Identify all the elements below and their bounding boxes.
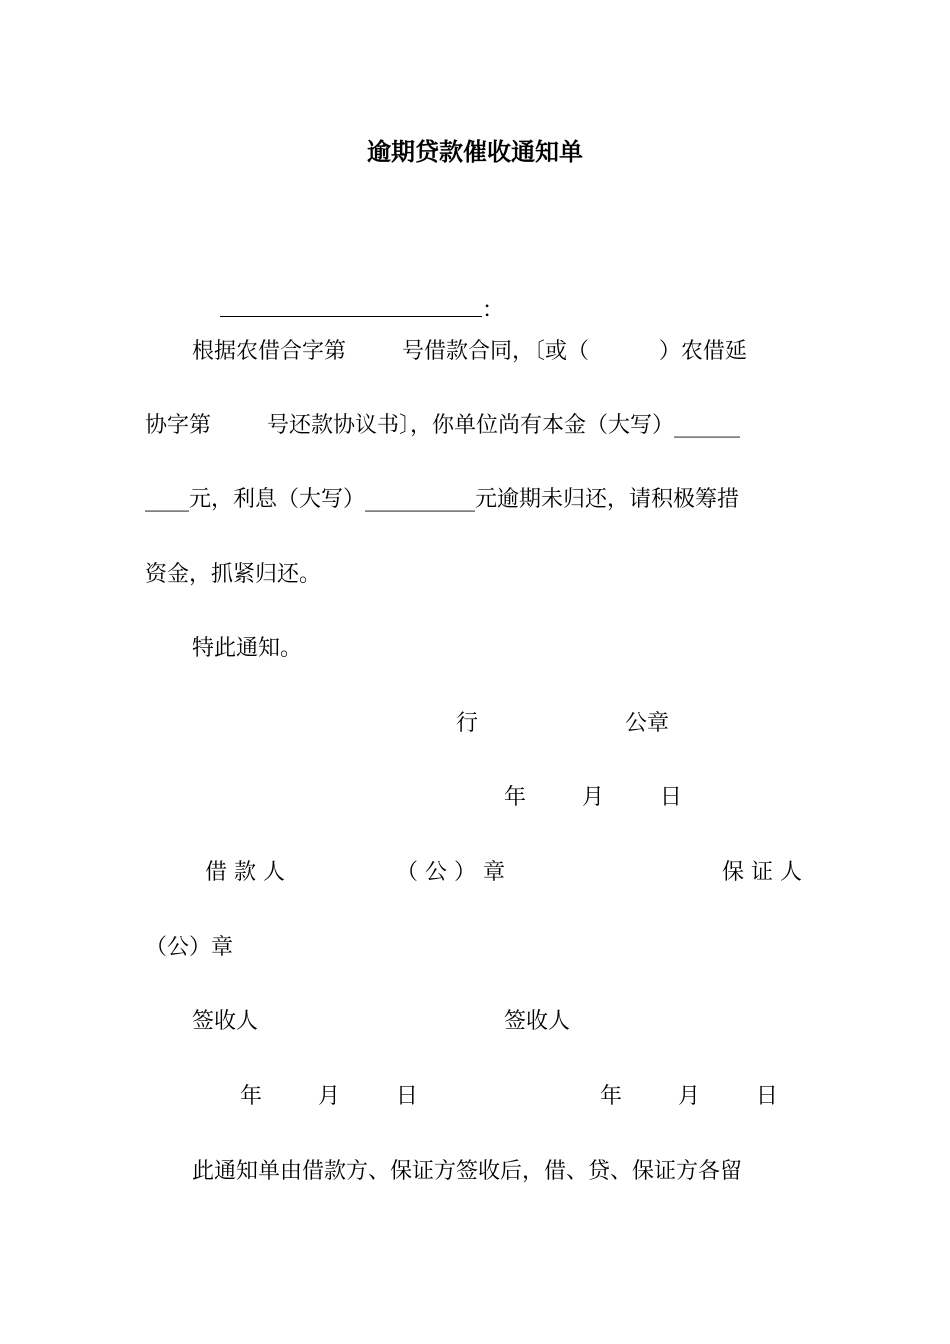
date-right: 年 月 日 xyxy=(600,1084,778,1109)
bank-seal: 公章 xyxy=(625,711,670,736)
borrower-seal: （ 公 ） 章 xyxy=(396,860,505,885)
paragraph-line-3 xyxy=(145,485,739,515)
paragraph-line-3-text: ____元，利息（大写） xyxy=(145,487,366,512)
date-left: 年 月 日 xyxy=(240,1084,418,1109)
notice-text: 特此通知。 xyxy=(192,636,303,661)
document-title: 逾期贷款催收通知单 xyxy=(367,137,583,166)
sign-right: 签收人 xyxy=(504,1009,571,1034)
paragraph-line-1: 根据农借合字第 号借款合同，〔或（ ）农借延 xyxy=(192,339,747,364)
footer-line: 此通知单由借款方、保证方签收后，借、贷、保证方各留 xyxy=(192,1159,743,1184)
interest-blank: __________ xyxy=(365,487,476,512)
guarantor-label: 保 证 人 xyxy=(722,860,802,885)
bank-date: 年 月 日 xyxy=(504,785,682,810)
paragraph-line-2-text: 协字第 号还款协议书〕，你单位尚有本金（大写） xyxy=(145,413,674,438)
paragraph-line-3-end: 元逾期未归还，请积极筹措 xyxy=(475,487,740,512)
borrower-label: 借 款 人 xyxy=(205,860,285,885)
paragraph-line-4: 资金，抓紧归还。 xyxy=(145,562,322,587)
addressee-blank xyxy=(220,294,482,317)
sign-left: 签收人 xyxy=(192,1009,259,1034)
principal-blank: ______ xyxy=(673,413,740,438)
guarantor-seal: （公）章 xyxy=(145,935,234,960)
addressee-colon: ： xyxy=(481,298,504,323)
bank-label: 行 xyxy=(456,711,479,736)
paragraph-line-2 xyxy=(145,411,740,441)
